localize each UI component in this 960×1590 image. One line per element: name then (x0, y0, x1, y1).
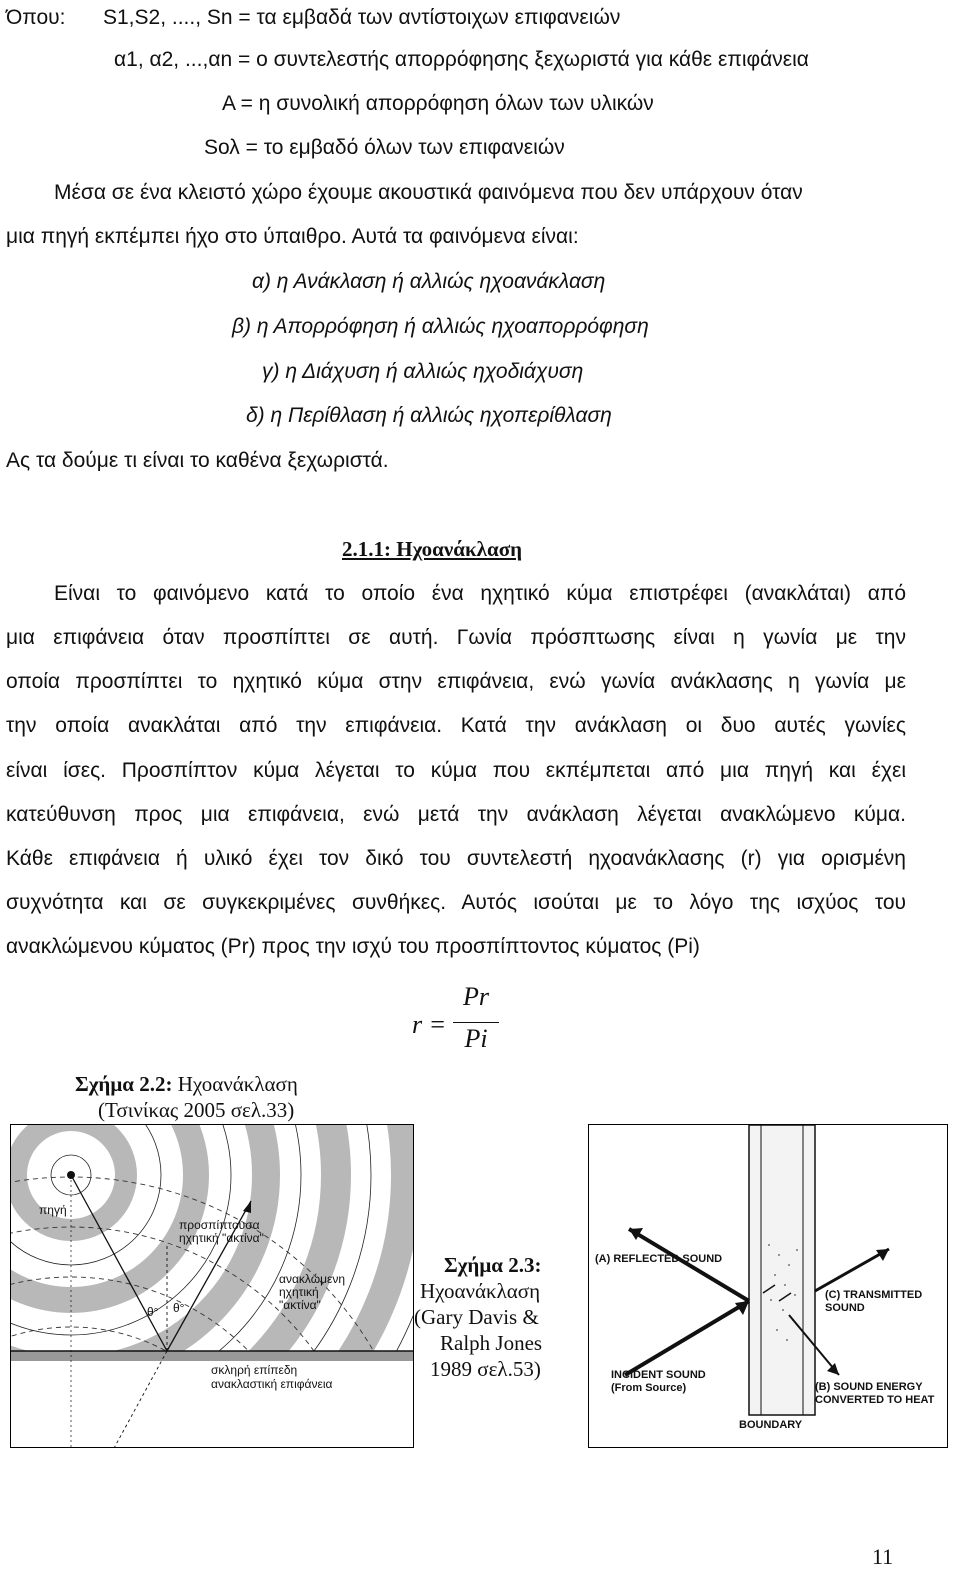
phenomenon-item-d: δ) η Περίθλαση ή αλλιώς ηχοπερίθλαση (246, 404, 612, 427)
figure2-caption-l3: (Gary Davis & (414, 1305, 539, 1329)
figure2-caption-l2: Ηχοανάκλαση (420, 1279, 541, 1303)
intro-closing: Ας τα δούμε τι είναι το καθένα ξεχωριστά. (6, 449, 389, 472)
body-line-4: την οποία ανακλάται από την επιφάνεια. Κατά την ανάκλαση οι δυο αυτές γωνίες (6, 714, 906, 737)
figure1-label-surface: σκληρή επίπεδη ανακλαστική επιφάνεια (211, 1363, 333, 1391)
formula-numerator: Pr (463, 982, 489, 1011)
section-heading: 2.1.1: Ηχοανάκλαση (342, 537, 523, 561)
figure2-caption-l5: 1989 σελ.53) (430, 1357, 541, 1381)
phenomenon-item-a: α) η Ανάκλαση ή αλλιώς ηχοανάκλαση (252, 270, 606, 293)
definition-a: α1, α2, ...,αn = ο συντελεστής απορρόφησης ξεχωριστά για κάθε επιφάνεια (114, 48, 809, 71)
phenomenon-item-c: γ) η Διάχυση ή αλλιώς ηχοδιάχυση (262, 360, 584, 383)
formula-lhs: r = (412, 1010, 447, 1039)
definition-A: Α = η συνολική απορρόφηση όλων των υλικών (222, 92, 654, 115)
figure2-label-converted: (B) SOUND ENERGY CONVERTED TO HEAT (815, 1381, 935, 1406)
figure2-label-transmitted: (C) TRANSMITTED SOUND (825, 1289, 923, 1314)
figure1-caption-source: (Τσινίκας 2005 σελ.33) (98, 1098, 295, 1122)
figure1-label-theta-reflected: θ° (173, 1301, 185, 1315)
body-line-6: κατεύθυνση προς μια επιφάνεια, ενώ μετά την ανάκλαση λέγεται ανακλώμενο κύμα. (6, 803, 906, 826)
body-line-3: οποία προσπίπτει το ηχητικό κύμα στην επιφάνεια, ενώ γωνία ανάκλασης η γωνία με (6, 670, 906, 693)
figure-boundary-diagram (588, 1124, 948, 1448)
body-line-9: ανακλώμενου κύματος (Pr) προς την ισχύ του προσπίπτοντος κύματος (Pi) (6, 935, 700, 958)
body-line-2: μια επιφάνεια όταν προσπίπτει σε αυτή. Γωνία πρόσπτωσης είναι η γωνία με την (6, 626, 906, 649)
figure1-caption-title: Σχήμα 2.2: Ηχοανάκλαση (75, 1072, 298, 1096)
intro-line-2: μια πηγή εκπέμπει ήχο στο ύπαιθρο. Αυτά τα φαινόμενα είναι: (6, 225, 579, 248)
figure1-label-reflected: ανακλώμενη ηχητική "ακτίνα" (279, 1272, 345, 1312)
figure1-label-incident: προσπίπτουσα ηχητική "ακτίνα" (179, 1218, 264, 1245)
definition-sol: Sολ = το εμβαδό όλων των επιφανειών (204, 136, 565, 159)
formula-denominator: Pi (464, 1024, 488, 1053)
opou-label: Όπου: (6, 6, 66, 29)
body-line-7: Κάθε επιφάνεια ή υλικό έχει τον δικό του συντελεστή ηχοανάκλασης (r) για ορισμένη (6, 847, 906, 870)
figure-reflection-diagram (10, 1124, 414, 1448)
body-line-1: Είναι το φαινόμενο κατά το οποίο ένα ηχητικό κύμα επιστρέφει (ανακλάται) από (54, 582, 906, 605)
figure2-label-incident: INCIDENT SOUND (From Source) (611, 1369, 706, 1394)
figure2-label-boundary: BOUNDARY (739, 1419, 803, 1431)
figure2-label-reflected: (A) REFLECTED SOUND (595, 1253, 723, 1265)
body-line-5: είναι ίσες. Προσπίπτον κύμα λέγεται το κύμα που εκπέμπεται από μια πηγή και έχει (6, 759, 906, 782)
figure2-caption-l4: Ralph Jones (440, 1331, 543, 1355)
figure2-caption-title: Σχήμα 2.3: (444, 1253, 542, 1277)
body-line-8: συχνότητα και σε συγκεκριμένες συνθήκες. Αυτός ισούται με το λόγο της ισχύος του (6, 891, 906, 914)
page-number: 11 (872, 1544, 894, 1569)
formula-fraction-bar (453, 1022, 499, 1023)
intro-line-1: Μέσα σε ένα κλειστό χώρο έχουμε ακουστικά φαινόμενα που δεν υπάρχουν όταν (54, 181, 803, 204)
definition-s: S1,S2, ...., Sn = τα εμβαδά των αντίστοιχων επιφανειών (103, 6, 621, 29)
figure1-label-source: πηγή (39, 1203, 67, 1217)
phenomenon-item-b: β) η Απορρόφηση ή αλλιώς ηχοαπορρόφηση (232, 315, 649, 338)
figure1-label-theta-incident: θ° (147, 1305, 159, 1319)
